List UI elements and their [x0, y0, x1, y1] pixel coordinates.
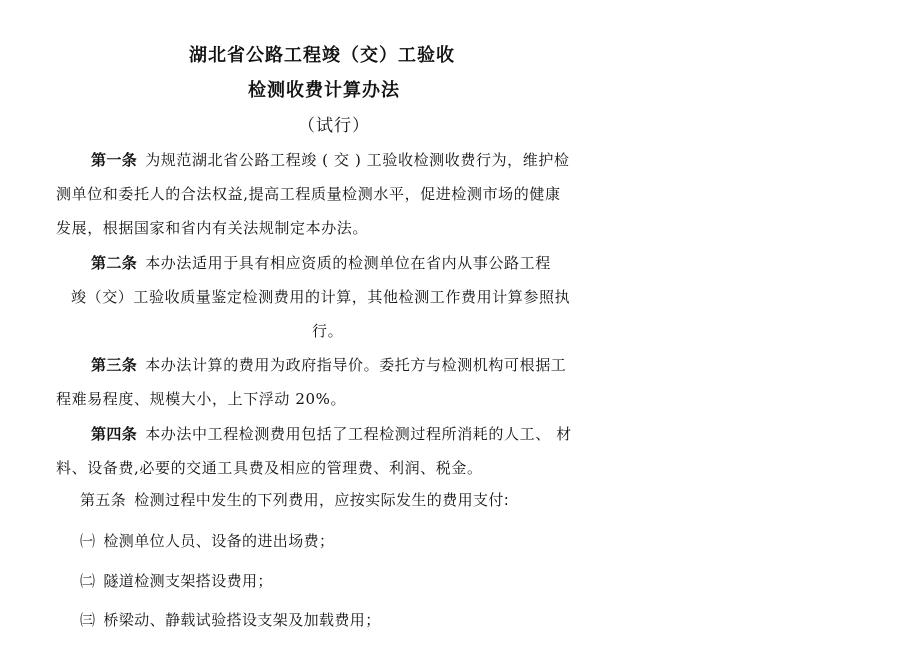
article2-text-line1: 本办法适用于具有相应资质的检测单位在省内从事公路工程: [145, 254, 551, 272]
article3-line2: 程难易程度、规模大小，上下浮动 20%。: [56, 390, 347, 408]
article5-text-line1: 检测过程中发生的下列费用，应按实际发生的费用支付:: [134, 491, 510, 509]
document-subtitle: （试行）: [298, 116, 370, 136]
article2-line1: [91, 253, 551, 273]
list-item-text: 隧道检测支架搭设费用；: [103, 572, 273, 590]
article2-label: 第二条: [91, 254, 138, 272]
article4-text-line1: 本办法中工程检测费用包括了工程检测过程所消耗的人工、 材: [145, 425, 572, 443]
document-title-line2: 检测收费计算办法: [248, 80, 400, 101]
list-item-text: 桥梁动、静载试验搭设支架及加载费用；: [103, 611, 381, 629]
article4-line2: 料、设备费,必要的交通工具费及相应的管理费、利润、税金。: [56, 459, 483, 477]
article1-label: 第一条: [91, 151, 138, 169]
article3-line1: [91, 355, 566, 375]
article1-text-line1: 为规范湖北省公路工程竣 ( 交 ) 工验收检测收费行为，维护检: [145, 151, 570, 169]
list-item: [80, 571, 273, 591]
article1-line1: [91, 150, 570, 170]
list-item: [80, 610, 381, 630]
article2-line2: 竣（交）工验收质量鉴定检测费用的计算，其他检测工作费用计算参照执: [71, 288, 571, 306]
list-item-number: ㈡: [80, 572, 96, 590]
list-item-text: 检测单位人员、设备的进出场费；: [103, 532, 335, 550]
list-item-number: ㈢: [80, 611, 96, 629]
article2-line3: 行。: [312, 322, 344, 340]
article3-label: 第三条: [91, 356, 138, 374]
article4-label: 第四条: [91, 425, 138, 443]
article1-line2: 测单位和委托人的合法权益,提高工程质量检测水平，促进检测市场的健康: [56, 185, 561, 203]
article5-line1: [80, 490, 509, 510]
article4-line1: [91, 424, 572, 444]
article5-label: 第五条: [80, 491, 127, 509]
list-item: [80, 531, 334, 551]
article3-text-line1: 本办法计算的费用为政府指导价。委托方与检测机构可根据工: [145, 356, 567, 374]
document-title-line1: 湖北省公路工程竣（交）工验收: [189, 45, 455, 66]
list-item-number: ㈠: [80, 532, 96, 550]
article1-line3: 发展，根据国家和省内有关法规制定本办法。: [56, 219, 369, 237]
